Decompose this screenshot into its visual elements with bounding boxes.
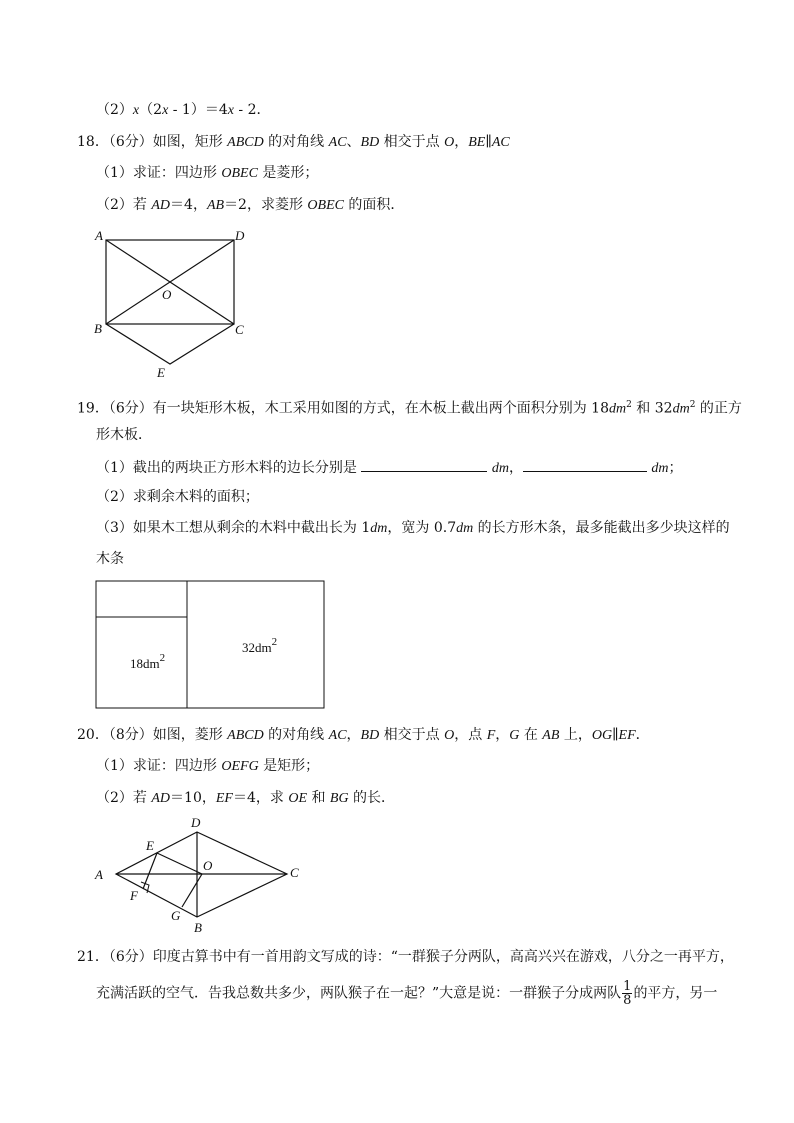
q19-text: 19．（6分）有一块矩形木板，木工采用如图的方式，在木板上截出两个面积分别为 18: [77, 400, 609, 417]
label-o: O: [203, 858, 213, 873]
q17-text: - 1）＝4: [168, 102, 228, 118]
unit-dm: dm: [672, 401, 690, 417]
label-a: A: [95, 228, 103, 243]
q21-line2: [96, 980, 717, 1007]
var-x: x: [227, 103, 234, 118]
q19-text: 和 32: [631, 400, 673, 417]
q18-text: ＝2，求菱形: [224, 197, 308, 213]
label-g: G: [171, 908, 181, 923]
q20-var: BD: [360, 728, 380, 743]
fraction-denominator: 8: [623, 993, 632, 1008]
label-c: C: [290, 865, 299, 880]
q18-var: O: [444, 135, 455, 150]
q20-var: EF: [618, 728, 636, 743]
q20-text: 20．（8分）如图，菱形: [77, 727, 228, 743]
q20-text: 的长．: [348, 790, 396, 806]
label-d: D: [191, 815, 201, 830]
var-x: x: [132, 103, 140, 118]
label-o: O: [162, 287, 172, 302]
q20-var: F: [486, 728, 496, 743]
q20-text: 在: [519, 727, 543, 743]
q20-text: 相交于点: [379, 727, 445, 743]
fraction-numerator: 1: [623, 979, 632, 994]
q19-text: （3）如果木工想从剩余的木料中截出长为 1: [96, 520, 371, 536]
q20-text: ∥: [612, 727, 619, 743]
q18-var: BD: [360, 135, 380, 150]
label-a: A: [95, 867, 103, 882]
label-b: B: [94, 321, 102, 336]
q20-var: O: [444, 728, 455, 743]
q18-var: AC: [328, 135, 347, 150]
unit-dm: dm: [491, 461, 509, 476]
q19-part2: （2）求剩余木料的面积；: [96, 489, 259, 505]
big-square-label: $32dm^2$: [242, 636, 278, 655]
label-e: E: [146, 838, 154, 853]
q20-var: ABCD: [227, 728, 264, 743]
q20-text: 是矩形；: [258, 758, 320, 774]
q17-part2-index: （2）: [96, 102, 133, 118]
q20-var: OE: [288, 791, 307, 806]
q20-text: 的对角线: [263, 727, 329, 743]
q18-var: AD: [151, 198, 171, 213]
label-f: F: [130, 888, 138, 903]
fraction-one-eighth: [622, 980, 632, 1007]
q18-text: 的面积．: [343, 197, 405, 213]
segment-og: [182, 874, 202, 907]
q19-text: ；: [668, 460, 683, 476]
q19-part3-cont: 木条: [96, 551, 124, 567]
q18-text: 、: [346, 134, 361, 150]
q18-text: 18．（6分）如图，矩形: [77, 134, 228, 150]
q18-text: 的对角线: [263, 134, 329, 150]
q17-text: - 2．: [233, 102, 271, 118]
unit-dm: dm: [651, 461, 669, 476]
q19-heading-cont: 形木板．: [96, 427, 152, 443]
q20-text: ＝10，: [170, 790, 216, 806]
q19-text: 的长方形木条，最多能截出多少块这样的: [473, 520, 730, 536]
q19-text: ，: [508, 460, 523, 476]
q20-var: AC: [328, 728, 347, 743]
q18-var: BE: [468, 135, 486, 150]
superscript: 2: [626, 400, 632, 410]
q18-text: ∥: [485, 134, 492, 150]
label-c: C: [235, 322, 244, 337]
segment-eo: [157, 853, 202, 874]
q18-var: OBEC: [307, 198, 344, 213]
q20-text: ，点: [454, 727, 487, 743]
q20-var: BG: [329, 791, 349, 806]
q20-text: ，: [346, 727, 361, 743]
q18-text: （1）求证：四边形: [96, 165, 222, 181]
q20-text: 上，: [559, 727, 592, 743]
q20-text: （2）若: [96, 790, 152, 806]
q21-text: 的平方，另一: [633, 985, 718, 1002]
q18-text: ＝4，: [170, 197, 207, 213]
superscript: 2: [689, 400, 696, 410]
q19-text: ，宽为 0.7: [387, 520, 457, 536]
q20-var: AB: [542, 728, 560, 743]
q20-var: OEFG: [221, 759, 259, 774]
q18-var: OBEC: [221, 166, 258, 181]
q20-text: 和: [307, 790, 330, 806]
q18-text: （2）若: [96, 197, 152, 213]
q20-var: G: [509, 728, 520, 743]
q21-text: 充满活跃的空气．告我总数共多少，两队猴子在一起？”大意是说：一群猴子分成两队: [96, 985, 622, 1002]
q19-text: （1）截出的两块正方形木料的边长分别是: [96, 460, 362, 476]
q20-var: AD: [151, 791, 171, 806]
q18-var: ABCD: [227, 135, 264, 150]
unit-dm: dm: [608, 401, 627, 417]
label-e: E: [157, 365, 165, 380]
small-square-label: $18dm^2$: [130, 652, 166, 671]
q20-var: EF: [215, 791, 233, 806]
q21-line1: 21．（6分）印度古算书中有一首用韵文写成的诗：“一群猴子分两队，高高兴兴在游戏，八分之一再平方，: [77, 949, 734, 965]
q20-text: ．: [635, 727, 650, 743]
q18-var: AC: [491, 135, 510, 150]
q19-text: 的正方: [695, 400, 742, 417]
label-b: B: [194, 920, 202, 935]
q20-text: ，: [495, 727, 510, 743]
unit-dm: dm: [370, 521, 388, 536]
q18-text: 相交于点: [379, 134, 445, 150]
q20-text: ＝4，求: [232, 790, 289, 806]
q18-text: 是菱形；: [257, 165, 319, 181]
q18-var: AB: [206, 198, 225, 213]
q20-var: OG: [591, 728, 613, 743]
q18-text: ，: [454, 134, 469, 150]
q17-text: （2: [139, 102, 163, 118]
var-x: x: [162, 103, 169, 118]
q20-text: （1）求证：四边形: [96, 758, 222, 774]
label-d: D: [235, 228, 245, 243]
unit-dm: dm: [456, 521, 474, 536]
